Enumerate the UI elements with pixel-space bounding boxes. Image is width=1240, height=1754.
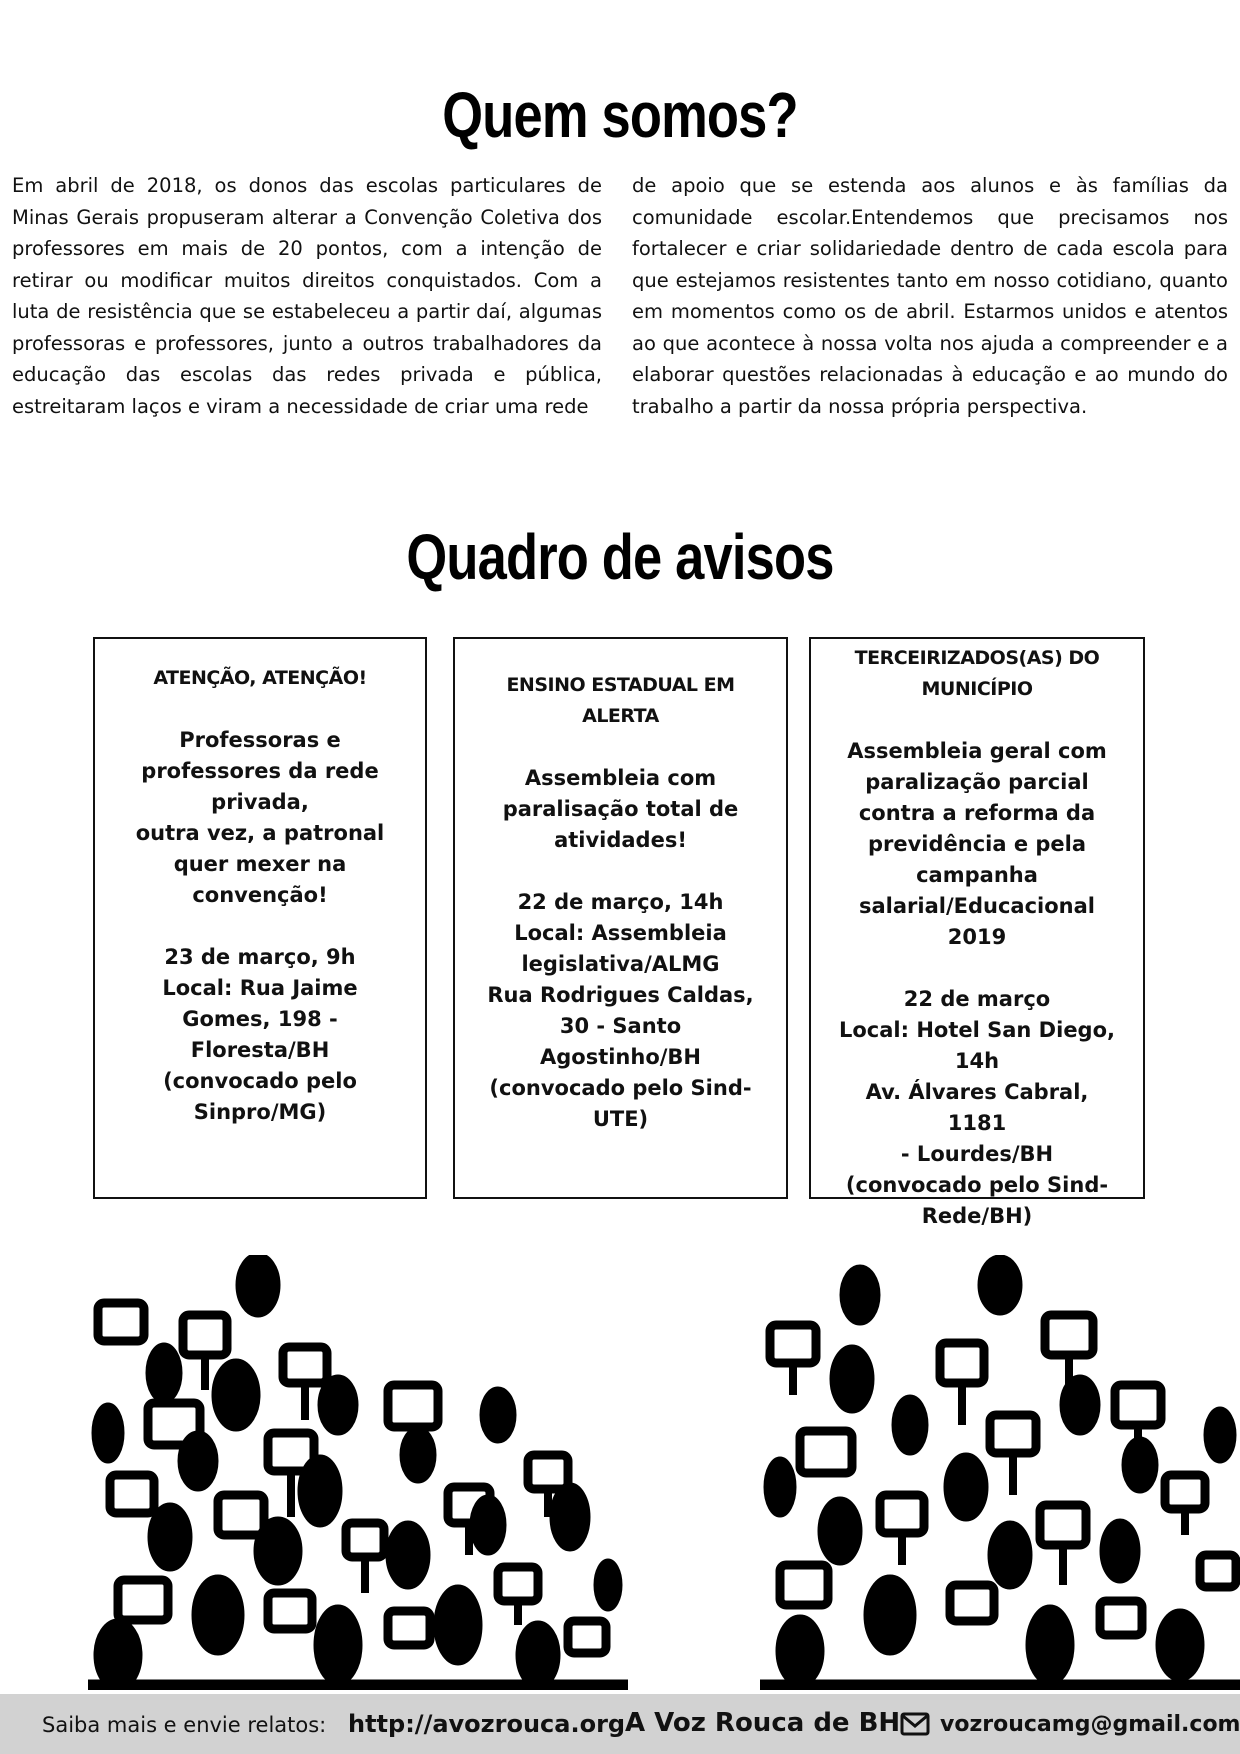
about-text-right: de apoio que se estenda aos alunos e às famílias da comunidade escolar.Entendemos que precisamos nos fortalecer e criar solidariedade dentro de cada escola para que estejamos resistentes tanto em nosso cotidiano, quanto em momentos como os de abril. Estarmos unidos e atentos ao que acontece à nossa volta nos ajuda a compreender e a elaborar questões relacionadas à educação e ao mundo do trabalho a partir da nossa própria perspectiva. [632,174,1228,418]
notice-line: outra vez, a patronal [135,821,385,845]
about-text-left: Em abril de 2018, os donos das escolas particulares de Minas Gerais propuseram alterar a Convenção Coletiva dos professores em mais de 20 pontos, com a intenção de retirar ou modificar muitos direitos conquistados. Com a luta de resistência que se estabeleceu a partir daí, algumas professoras e professores, junto a outros trabalhadores da educação das escolas das redes privada e pública, estreitaram laços e viram a necessidade de criar uma rede [12,174,602,418]
notice-line: privada, [211,790,309,814]
notice-title: ATENÇÃO, ATENÇÃO! [153,667,367,689]
notice-card-3 [809,637,1145,1228]
notice-line: salarial/Educacional [859,894,1095,918]
notice-line: Professoras e [179,728,341,752]
notice-line: campanha [916,863,1038,887]
notice-card-1 [93,637,427,1199]
notice-line: Local: Hotel San Diego, [839,1018,1115,1042]
notice-line: quer mexer na [173,852,347,876]
notice-line: Floresta/BH [190,1038,330,1062]
notice-line: paralização parcial [865,770,1089,794]
envelope-icon [900,1712,930,1740]
notice-line: Local: Rua Jaime [162,976,358,1000]
notice-line: 23 de março, 9h [164,945,356,969]
notice-line: professores da rede [141,759,379,783]
notice-line: 22 de março, 14h [517,890,724,914]
notice-line: Assembleia geral com [847,739,1107,763]
footer-publication-name: A Voz Rouca de BH [625,1708,901,1738]
notice-line: contra a reforma da [858,801,1096,825]
notice-line: Av. Álvares Cabral, 1181 [865,1080,1089,1135]
notice-line: 22 de março [903,987,1051,1011]
notice-line: Local: Assembleia [514,921,727,945]
notice-line: 14h [954,1049,1000,1073]
notice-line: atividades! [554,828,687,852]
notice-title: MUNICÍPIO [921,678,1033,700]
notice-line: Assembleia com [524,766,717,790]
notice-line: - Lourdes/BH [900,1142,1054,1166]
notice-line: paralisação total de [502,797,739,821]
section-title-quadro-de-avisos: Quadro de avisos [406,521,834,593]
section-title-quem-somos: Quem somos? [442,79,798,151]
notice-card-2 [453,637,788,1199]
notice-line: Rede/BH) [921,1204,1033,1228]
notice-line: legislativa/ALMG [521,952,720,976]
protest-crowd-illustration [88,1255,628,1690]
notice-line: Sinpro/MG) [193,1100,327,1124]
notice-line: 2019 [947,925,1007,949]
notice-line: convenção! [192,883,328,907]
notice-title: TERCEIRIZADOS(AS) DO [854,647,1100,669]
notice-line: previdência e pela [867,832,1087,856]
footer-website-link[interactable]: http://avozrouca.org [348,1710,626,1738]
notice-line: UTE) [592,1107,649,1131]
notice-line: (convocado pelo Sind- [489,1076,752,1100]
notice-title: ALERTA [582,705,659,727]
footer-bar [0,1694,1240,1754]
notice-line: Agostinho/BH [539,1045,702,1069]
notice-line: (convocado pelo Sind- [845,1173,1109,1197]
notice-line: (convocado pelo [163,1069,357,1093]
footer-prompt: Saiba mais e envie relatos: [42,1713,327,1737]
notice-line: 30 - Santo [559,1014,682,1038]
notice-title: ENSINO ESTADUAL EM [506,674,735,696]
footer-email-link[interactable]: vozroucamg@gmail.com [940,1712,1240,1737]
protest-crowd-illustration [760,1255,1240,1690]
notice-line: Rua Rodrigues Caldas, [487,983,754,1007]
notice-line: Gomes, 198 - [182,1007,338,1031]
